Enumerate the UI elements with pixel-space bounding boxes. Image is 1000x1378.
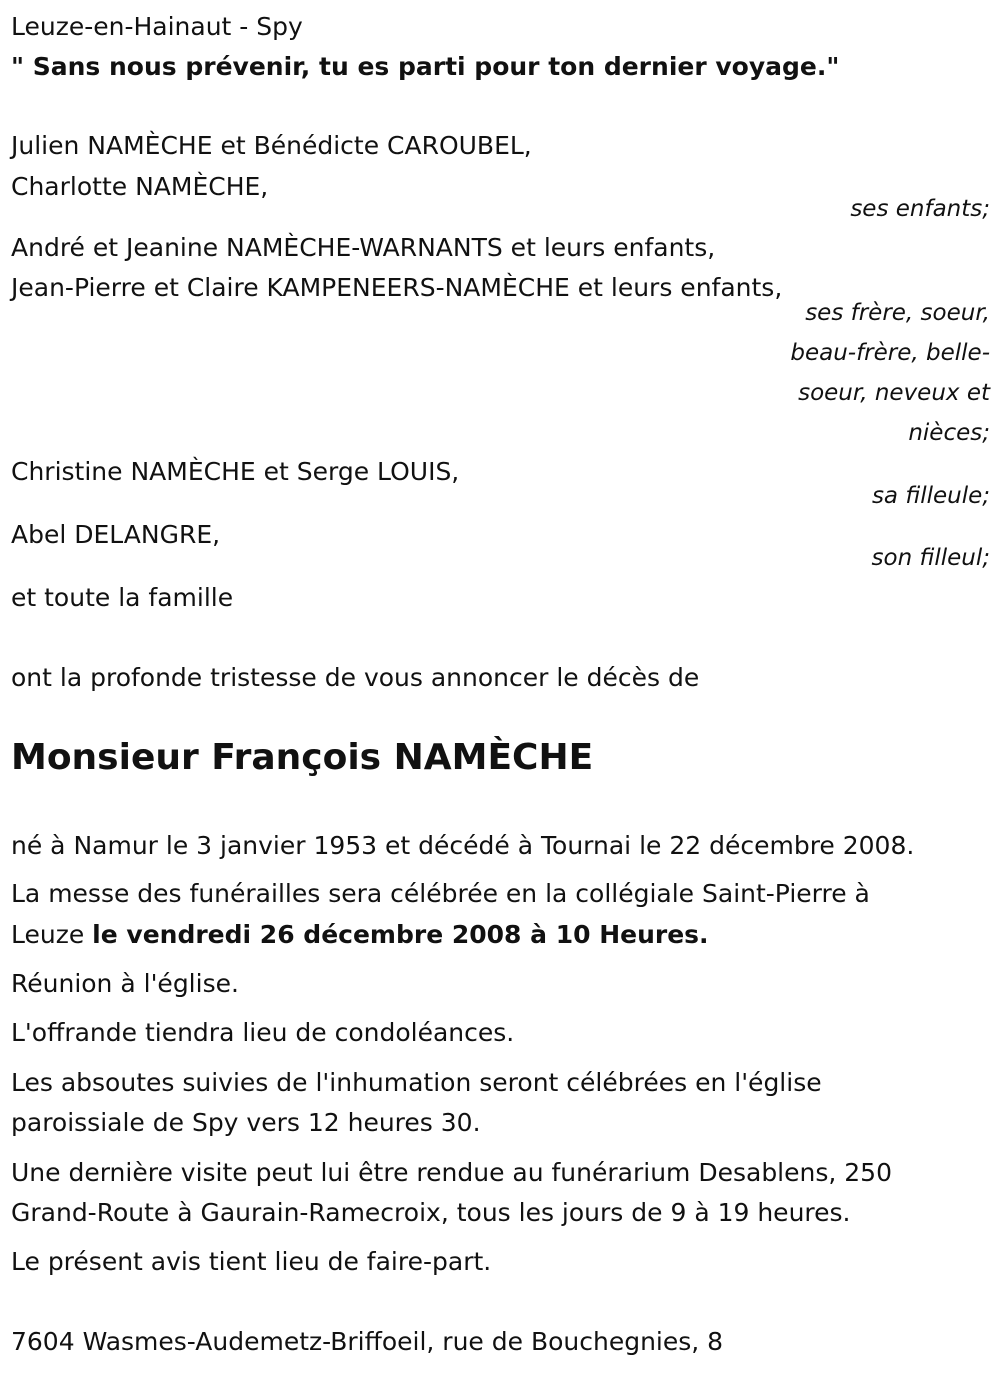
mass-line-2: [11, 920, 709, 950]
visit-line-2: Grand-Route à Gaurain-Ramecroix, tous les jours de 9 à 19 heures.: [11, 1198, 851, 1227]
child-2: Charlotte NAMÈCHE,: [11, 172, 269, 201]
siblings-role-line-1: ses frère, soeur,: [805, 300, 990, 326]
visit-line-1: Une dernière visite peut lui être rendue au funérarium Desablens, 250: [11, 1158, 892, 1187]
siblings-role-line-4: nièces;: [908, 420, 990, 446]
mass-prefix: Leuze: [11, 920, 93, 949]
offering: L'offrande tiendra lieu de condoléances.: [11, 1018, 515, 1047]
mass-datetime: le vendredi 26 décembre 2008 à 10 Heures.: [92, 920, 709, 949]
address: 7604 Wasmes-Audemetz-Briffoeil, rue de Bouchegnies, 8: [11, 1327, 724, 1356]
siblings-role-line-2: beau-frère, belle-: [790, 340, 990, 366]
absolution-line-1: Les absoutes suivies de l'inhumation seront célébrées en l'église: [11, 1068, 822, 1097]
quote: " Sans nous prévenir, tu es parti pour ton dernier voyage.": [11, 52, 840, 81]
mass-line-1: La messe des funérailles sera célébrée en la collégiale Saint-Pierre à: [11, 879, 870, 908]
meeting: Réunion à l'église.: [11, 969, 239, 998]
godson: Abel DELANGRE,: [11, 520, 221, 549]
sibling-1: André et Jeanine NAMÈCHE-WARNANTS et leurs enfants,: [11, 233, 716, 262]
announcement: ont la profonde tristesse de vous annoncer le décès de: [11, 663, 700, 692]
deceased-name: Monsieur François NAMÈCHE: [11, 737, 594, 778]
children-role: ses enfants;: [850, 196, 990, 222]
goddaughter-role: sa filleule;: [871, 483, 990, 509]
sibling-2: Jean-Pierre et Claire KAMPENEERS-NAMÈCHE et leurs enfants,: [11, 273, 783, 302]
birth-death: né à Namur le 3 janvier 1953 et décédé à Tournai le 22 décembre 2008.: [11, 831, 915, 860]
godson-role: son filleul;: [871, 545, 990, 571]
notice: Le présent avis tient lieu de faire-part.: [11, 1247, 492, 1276]
rest-of-family: et toute la famille: [11, 583, 234, 612]
location: Leuze-en-Hainaut - Spy: [11, 12, 303, 41]
siblings-role-line-3: soeur, neveux et: [798, 380, 990, 406]
goddaughter: Christine NAMÈCHE et Serge LOUIS,: [11, 457, 460, 486]
child-1: Julien NAMÈCHE et Bénédicte CAROUBEL,: [11, 131, 532, 160]
absolution-line-2: paroissiale de Spy vers 12 heures 30.: [11, 1108, 481, 1137]
